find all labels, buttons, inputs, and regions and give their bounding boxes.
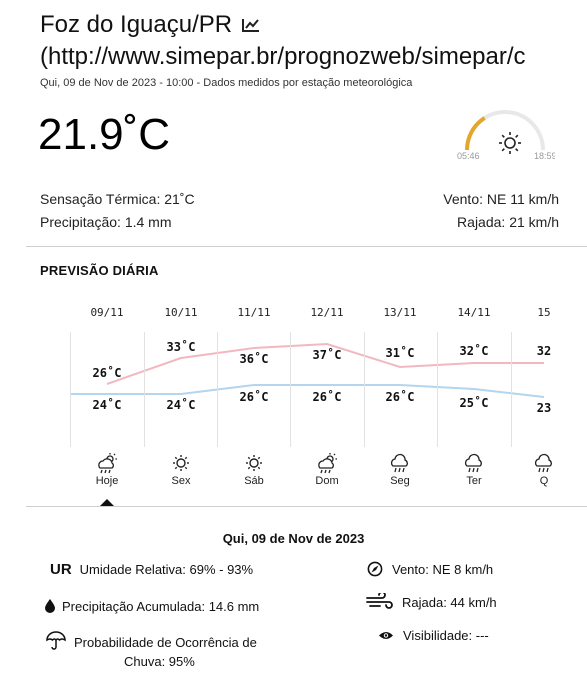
location-url[interactable]: (http://www.simepar.br/prognozweb/simepar/c [40, 43, 526, 70]
day-column-separator [437, 332, 438, 447]
detail-date-title: Qui, 09 de Nov de 2023 [222, 531, 365, 546]
min-temp-label: 26˚C [312, 390, 342, 404]
min-temp-label: 24˚C [166, 398, 196, 412]
forecast-date: 15 [537, 306, 551, 319]
day-column-separator [217, 332, 218, 447]
selected-day-pointer [100, 499, 114, 506]
wind-gust-icon [366, 593, 394, 611]
forecast-day-name: Q [539, 475, 549, 487]
rain-sun-icon[interactable] [315, 452, 339, 474]
day-column-separator [290, 332, 291, 447]
forecast-date: 14/11 [457, 306, 491, 319]
min-temp-label: 25˚C [459, 396, 489, 410]
precip-accumulated-row [44, 598, 259, 614]
max-temp-label: 31˚C [385, 346, 415, 360]
current-precipitation: Precipitação: 1.4 mm [40, 214, 172, 230]
humidity-text: Umidade Relativa: 69% - 93% [79, 562, 254, 577]
min-temp-label: 24˚C [92, 398, 122, 412]
forecast-date: 13/11 [383, 306, 417, 319]
forecast-day-name: Sáb [244, 475, 264, 487]
umbrella-icon [46, 631, 66, 651]
forecast-day-name: Hoje [95, 475, 119, 487]
current-wind: Vento: NE 11 km/h [443, 191, 559, 207]
day-column-separator [364, 332, 365, 447]
day-column-separator [144, 332, 145, 447]
max-temp-label: 32˚C [459, 344, 489, 358]
cloud-rain-icon[interactable] [388, 452, 412, 474]
max-temp-label: 37˚C [312, 348, 342, 362]
forecast-date: 12/11 [310, 306, 344, 319]
feels-like: Sensação Térmica: 21˚C [40, 191, 195, 207]
sun-progress-widget [455, 100, 555, 170]
max-temp-label: 33˚C [166, 340, 196, 354]
sunrise-time: 05:46 [457, 151, 480, 161]
max-temp-label: 26˚C [92, 366, 122, 380]
location-name: Foz do Iguaçu/PR [40, 11, 233, 38]
cloud-rain-icon[interactable] [462, 452, 486, 474]
sun-icon[interactable] [169, 452, 193, 474]
sun-arc-progress [467, 118, 485, 150]
forecast-day-name: Ter [466, 475, 482, 487]
divider [26, 506, 587, 507]
rain-sun-icon[interactable] [95, 452, 119, 474]
visibility-text: Visibilidade: --- [403, 628, 489, 643]
compass-icon [367, 561, 383, 577]
max-temp-label: 36˚C [239, 352, 269, 366]
forecast-date: 10/11 [164, 306, 198, 319]
rain-probability-row [46, 631, 257, 651]
precip-accumulated-text: Precipitação Acumulada: 14.6 mm [62, 599, 260, 614]
day-column-separator [70, 332, 71, 447]
water-drop-icon [44, 598, 56, 613]
forecast-date: 09/11 [90, 306, 124, 319]
detail-wind-text: Vento: NE 8 km/h [392, 562, 494, 577]
forecast-day-name: Seg [390, 475, 410, 487]
detail-wind-row [367, 561, 493, 577]
rain-probability-line1: Probabilidade de Ocorrência de [74, 635, 257, 650]
min-temp-label: 26˚C [239, 390, 269, 404]
min-temperature-line [70, 385, 544, 397]
forecast-day-name: Sex [171, 475, 191, 487]
detail-gust-text: Rajada: 44 km/h [402, 595, 497, 610]
daily-forecast-title: PREVISÃO DIÁRIA [40, 263, 159, 278]
max-temperature-line [107, 344, 544, 384]
rain-probability-line2: Chuva: 95% [124, 654, 195, 669]
divider [26, 246, 587, 247]
min-temp-label: 26˚C [385, 390, 415, 404]
current-temperature: 21.9˚C [38, 110, 171, 159]
min-temp-label: 23 [536, 401, 552, 415]
forecast-day-name: Dom [315, 475, 339, 487]
location-title [40, 10, 261, 40]
day-column-separator [511, 332, 512, 447]
sunset-time: 18:59 [534, 151, 555, 161]
humidity-icon: UR [50, 561, 72, 578]
visibility-row [378, 628, 489, 643]
trend-chart-icon[interactable] [241, 17, 261, 33]
sun-icon [499, 132, 521, 154]
measurement-subtitle: Qui, 09 de Nov de 2023 - 10:00 - Dados medidos por estação meteorológica [40, 77, 413, 89]
humidity-row [50, 561, 253, 578]
cloud-rain-icon[interactable] [532, 452, 556, 474]
max-temp-label: 32 [536, 344, 552, 358]
eye-icon [378, 630, 394, 641]
sun-icon[interactable] [242, 452, 266, 474]
forecast-date: 11/11 [237, 306, 271, 319]
detail-gust-row [366, 593, 497, 611]
current-gust: Rajada: 21 km/h [457, 214, 559, 230]
